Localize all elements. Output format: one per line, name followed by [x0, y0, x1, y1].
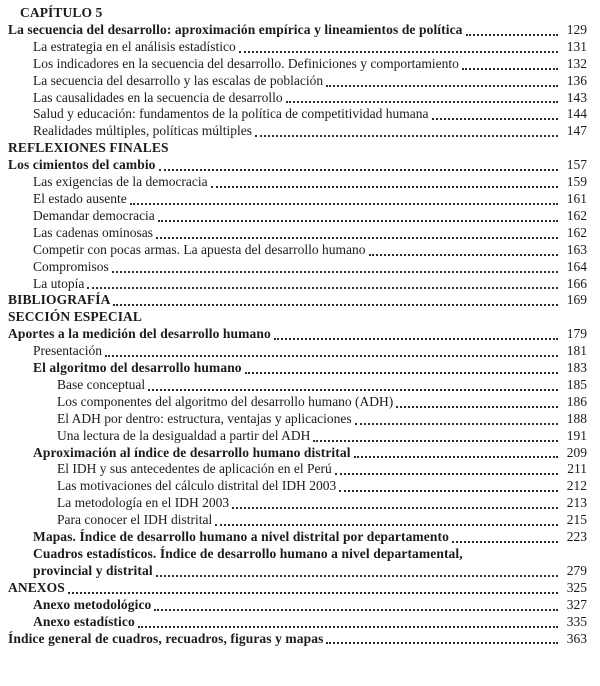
- toc-entry: [8, 292, 587, 309]
- toc-entry-page-number: 186: [566, 393, 587, 409]
- toc-entry-label: REFLEXIONES FINALES: [8, 140, 169, 156]
- dot-leader: [339, 490, 558, 492]
- dot-leader: [335, 473, 558, 475]
- toc-entry-label: Base conceptual: [57, 376, 146, 392]
- toc-entry-label: Salud y educación: fundamentos de la política de competitividad humana: [33, 106, 429, 122]
- dot-leader: [154, 609, 558, 611]
- dot-leader: [255, 135, 558, 137]
- toc-entry-page-number: 327: [566, 596, 587, 612]
- dot-leader: [462, 68, 558, 70]
- toc-entry-label: El ADH por dentro: estructura, ventajas y aplicaciones: [57, 410, 352, 426]
- toc-entry-label: Una lectura de la desigualdad a partir del ADH: [57, 427, 311, 443]
- dot-leader: [211, 186, 558, 188]
- toc-list: [8, 5, 587, 647]
- toc-entry-page-number: 215: [566, 512, 587, 528]
- dot-leader: [369, 254, 558, 256]
- toc-entry: [8, 529, 587, 546]
- toc-entry-page-number: 159: [566, 174, 587, 190]
- toc-entry-page-number: 166: [566, 275, 587, 291]
- toc-entry-label: Índice general de cuadros, recuadros, figuras y mapas: [8, 630, 324, 646]
- toc-entry: [8, 394, 587, 411]
- dot-leader: [396, 406, 558, 408]
- dot-leader: [113, 304, 558, 306]
- toc-entry: [8, 614, 587, 631]
- toc-entry-label: Anexo estadístico: [33, 613, 135, 629]
- toc-entry-label: La estrategia en el análisis estadístico: [33, 38, 236, 54]
- toc-entry-label: Realidades múltiples, políticas múltiples: [33, 123, 252, 139]
- toc-entry: [8, 326, 587, 343]
- toc-entry: [8, 309, 587, 326]
- toc-entry-page-number: 161: [566, 190, 587, 206]
- toc-entry-page-number: 211: [567, 461, 587, 477]
- dot-leader: [215, 524, 558, 526]
- toc-entry: [8, 208, 587, 225]
- toc-entry-label: Los componentes del algoritmo del desarrollo humano (ADH): [57, 393, 394, 409]
- toc-entry: [8, 377, 587, 394]
- dot-leader: [432, 118, 558, 120]
- dot-leader: [239, 51, 558, 53]
- toc-entry-page-number: 188: [566, 410, 587, 426]
- toc-entry-label: Los cimientos del cambio: [8, 157, 156, 173]
- dot-leader: [326, 642, 558, 644]
- toc-entry-page-number: 185: [566, 376, 587, 392]
- toc-entry-label: Demandar democracia: [33, 207, 155, 223]
- toc-entry-page-number: 213: [566, 495, 587, 511]
- toc-entry: [8, 174, 587, 191]
- toc-entry: [8, 73, 587, 90]
- toc-entry-label: Las cadenas ominosas: [33, 224, 153, 240]
- dot-leader: [68, 592, 558, 594]
- toc-entry-page-number: 147: [566, 123, 587, 139]
- dot-leader: [355, 423, 558, 425]
- toc-entry-label: Las motivaciones del cálculo distrital del IDH 2003: [57, 478, 337, 494]
- toc-entry: [8, 90, 587, 107]
- toc-entry: [8, 140, 587, 157]
- dot-leader: [452, 541, 558, 543]
- toc-entry-label: ANEXOS: [8, 579, 65, 595]
- toc-entry-page-number: 181: [566, 343, 587, 359]
- toc-entry: [8, 428, 587, 445]
- toc-entry: [8, 631, 587, 648]
- toc-entry-label: Las exigencias de la democracia: [33, 174, 208, 190]
- toc-entry-page-number: 183: [566, 360, 587, 376]
- toc-entry-label: Anexo metodológico: [33, 596, 152, 612]
- dot-leader: [274, 338, 558, 340]
- toc-entry-label: BIBLIOGRAFÍA: [8, 292, 111, 308]
- dot-leader: [326, 85, 558, 87]
- toc-entry-label: Presentación: [33, 343, 102, 359]
- dot-leader: [130, 203, 558, 205]
- dot-leader: [158, 220, 558, 222]
- toc-entry-page-number: 162: [566, 224, 587, 240]
- toc-entry-page-number: 136: [566, 72, 587, 88]
- toc-entry-page-number: 325: [566, 579, 587, 595]
- toc-entry-label: Competir con pocas armas. La apuesta del desarrollo humano: [33, 241, 366, 257]
- toc-entry: [8, 39, 587, 56]
- toc-entry: [8, 56, 587, 73]
- toc-entry: [8, 343, 587, 360]
- toc-entry: [8, 242, 587, 259]
- toc-entry-label: Para conocer el IDH distrital: [57, 512, 213, 528]
- dot-leader: [148, 389, 558, 391]
- toc-entry-page-number: 212: [566, 478, 587, 494]
- toc-entry: [8, 5, 587, 22]
- dot-leader: [286, 101, 558, 103]
- toc-entry-label: Aportes a la medición del desarrollo humano: [8, 326, 271, 342]
- toc-entry: [8, 22, 587, 39]
- toc-entry-label: SECCIÓN ESPECIAL: [8, 309, 143, 325]
- dot-leader: [156, 575, 558, 577]
- toc-entry-page-number: 164: [566, 258, 587, 274]
- dot-leader: [313, 440, 558, 442]
- toc-entry-label: La metodología en el IDH 2003: [57, 495, 230, 511]
- dot-leader: [112, 271, 558, 273]
- toc-entry-page-number: 179: [566, 326, 587, 342]
- dot-leader: [466, 34, 558, 36]
- toc-entry-label: CAPÍTULO 5: [20, 5, 103, 20]
- toc-entry: [8, 495, 587, 512]
- toc-entry-page-number: 169: [566, 292, 587, 308]
- toc-entry: [8, 563, 587, 580]
- toc-entry-label: Mapas. Índice de desarrollo humano a nivel distrital por departamento: [33, 529, 449, 545]
- toc-entry-page-number: 191: [566, 427, 587, 443]
- toc-entry-label: La secuencia del desarrollo y las escalas de población: [33, 72, 324, 88]
- toc-entry: [8, 580, 587, 597]
- toc-entry: [8, 157, 587, 174]
- dot-leader: [138, 626, 558, 628]
- dot-leader: [232, 507, 558, 509]
- toc-entry-page-number: 223: [566, 529, 587, 545]
- toc-entry-label: La utopía: [33, 275, 85, 291]
- toc-entry: [8, 597, 587, 614]
- toc-entry-page-number: 279: [566, 562, 587, 578]
- dot-leader: [354, 456, 558, 458]
- toc-entry-label: Los indicadores en la secuencia del desarrollo. Definiciones y comportamiento: [33, 55, 459, 71]
- dot-leader: [105, 355, 558, 357]
- toc-entry-page-number: 144: [566, 106, 587, 122]
- toc-entry: [8, 512, 587, 529]
- toc-entry-label: Cuadros estadísticos. Índice de desarrollo humano a nivel departamental,: [33, 546, 463, 561]
- toc-entry-page-number: 131: [566, 38, 587, 54]
- toc-entry-label: El algoritmo del desarrollo humano: [33, 360, 242, 376]
- toc-entry-page-number: 163: [566, 241, 587, 257]
- toc-entry-label: Las causalidades en la secuencia de desarrollo: [33, 89, 283, 105]
- toc-entry-label: Aproximación al índice de desarrollo humano distrital: [33, 444, 351, 460]
- toc-entry: [8, 546, 587, 563]
- toc-entry: [8, 461, 587, 478]
- toc-entry: [8, 360, 587, 377]
- toc-entry-label: provincial y distrital: [33, 562, 153, 578]
- toc-entry: [8, 411, 587, 428]
- toc-entry-page-number: 335: [566, 613, 587, 629]
- toc-entry: [8, 445, 587, 462]
- toc-entry: [8, 276, 587, 293]
- dot-leader: [245, 372, 558, 374]
- toc-entry-page-number: 157: [566, 157, 587, 173]
- toc-entry-page-number: 129: [566, 21, 587, 37]
- toc-entry-page-number: 143: [566, 89, 587, 105]
- toc-entry-page-number: 209: [566, 444, 587, 460]
- dot-leader: [156, 237, 558, 239]
- toc-entry: [8, 191, 587, 208]
- dot-leader: [159, 169, 558, 171]
- toc-entry: [8, 478, 587, 495]
- toc-entry-page-number: 162: [566, 207, 587, 223]
- toc-entry: [8, 259, 587, 276]
- toc-entry-page-number: 363: [566, 630, 587, 646]
- toc-entry: [8, 225, 587, 242]
- dot-leader: [87, 287, 558, 289]
- toc-entry-page-number: 132: [566, 55, 587, 71]
- toc-entry-label: Compromisos: [33, 258, 109, 274]
- toc-entry: [8, 106, 587, 123]
- toc-entry-label: El estado ausente: [33, 190, 127, 206]
- toc-entry: [8, 123, 587, 140]
- toc-entry-label: El IDH y sus antecedentes de aplicación en el Perú: [57, 461, 332, 477]
- toc-entry-label: La secuencia del desarrollo: aproximación empírica y lineamientos de política: [8, 21, 463, 37]
